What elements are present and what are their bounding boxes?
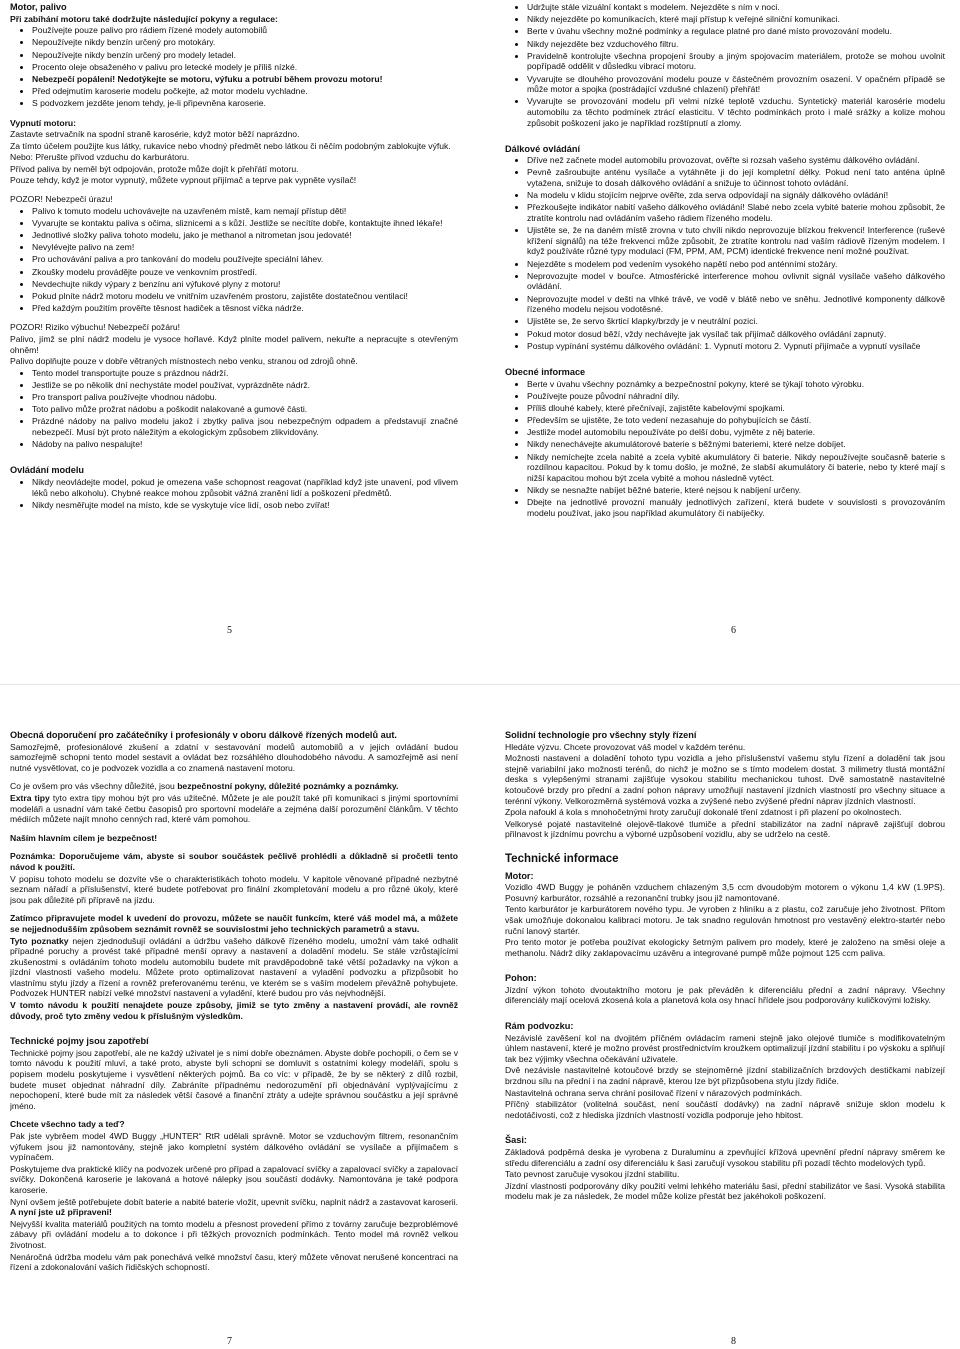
paragraph: Palivo, jímž se plní nádrž modelu je vysoce hořlavé. Když plníte model palivem, nekuřte a nepracujte s otevřeným ohněm! [10, 333, 458, 355]
paragraph: Tento karburátor je karburátorem nového typu. Je vyroben z hliníku a z plastu, což zaručuje jeho životnost. Přitom však umožňuje dokonalou kalibraci motoru. Je tak snadno regulován hmotnost pro vestavěný elektro-startér nebo ruční lanový startér. [505, 904, 945, 936]
list-item: • Pokud plníte nádrž motoru modelu ve vnitřním uzavřeném prostoru, zajistěte dostatečnou ventilaci! [32, 291, 458, 302]
list-item: • Pro transport paliva používejte vhodnou nádobu. [32, 392, 458, 403]
warning-bullets [10, 206, 458, 314]
list-item: • Nevylévejte palivo na zem! [32, 242, 458, 253]
paragraph [10, 1197, 458, 1218]
text: Co je ovšem pro vás všechny důležité, jsou [10, 781, 178, 792]
section-title-technical-info: Technické informace [505, 852, 619, 865]
list-item: • Ujistěte se, že na daném místě zrovna v tuto chvíli nikdo neprovozuje blízkou frekvenci! Interference (ruševé křížení signálů) na téže frekvenci může způsobit, že ztratíte kontrolu nad vaším rádiově řízeným modelem. I když používáte různé typy modulací (FM, PPM, AM, PCM) identické frekvence není možné používat. [527, 225, 945, 257]
page-6 [505, 2, 945, 627]
text: Nyní ovšem ještě potřebujete dobít baterie a nabité baterie vložit, upevnit svíčku, naplnit nádrž a zastavovat karoserii. [10, 1196, 458, 1207]
text-bold: bezpečnostní pokyny, důležité poznámky a poznámky. [177, 781, 399, 792]
list-item: • Příliš dlouhé kabely, které přečnívají, zajistěte kabelovými spojkami. [527, 403, 945, 414]
list-item: • Procento oleje obsaženého v palivu pro letecké modely je příliš nízké. [32, 62, 458, 73]
paragraph: Zastavte setrvačník na spodní straně karosérie, když motor běží naprázdno. [10, 129, 300, 140]
fuel-bullets [10, 368, 458, 450]
page-5 [10, 2, 458, 627]
list-item: • Nikdy se nesnažte nabíjet běžné baterie, které nejsou k nabíjení určeny. [527, 485, 945, 496]
list-item: • Nikdy nejezděte po komunikacích, které mají přístup k veřejné silniční komunikaci. [527, 14, 945, 25]
list-item: • Na modelu v klidu stojícím nejprve ověřte, zda serva odpovídají na signály dálkového ovládání! [527, 190, 945, 201]
list-item: • Nikdy neovládejte model, pokud je omezena vaše schopnost reagovat (například když jste unavení, pod vlivem léků nebo alkoholu). Chybné reakce mohou způsobit vážná zranění lidí a poškození předmětů. [32, 477, 458, 498]
paragraph [10, 793, 458, 825]
list-item: • Postup vypínání systému dálkového ovládání: 1. Vypnutí motoru 2. Vypnutí přijímače a vypnutí vysílače [527, 341, 945, 352]
list-item: • S podvozkem jezděte jenom tehdy, je-li připevněna karoserie. [32, 98, 458, 109]
list-item: • Nikdy nenechávejte akumulátorové baterie s běžnými bateriemi, které nelze dobíjet. [527, 439, 945, 450]
paragraph: V tomto návodu k použití nenajdete pouze způsoby, jimiž se tyto změny a nastavení provádí, ale rovněž důvody, proč tyto změny vedou k příslušným výsledkům. [10, 1000, 458, 1021]
list-item: • Používejte pouze palivo pro rádiem řízené modely automobilů [32, 25, 458, 36]
list-item: • Neprovozujte model v dešti na vlhké trávě, ve vodě v blátě nebo ve sněhu. Jednotlivé komponenty dálkově řízeného modelu nejsou vodotěsné. [527, 294, 945, 315]
page-number: 5 [227, 625, 232, 636]
paragraph: Palivo doplňujte pouze v dobře větraných místnostech nebo venku, stranou od zdrojů ohně. [10, 356, 358, 367]
text-bold: A nyní jste už připraveni! [10, 1207, 112, 1218]
note: Poznámka: Doporučujeme vám, abyste si soubor součástek pečlivě prohlédli a důkladně si pročetli tento návod k použití. [10, 851, 458, 872]
section-title-motor: Motor, palivo [10, 2, 67, 12]
paragraph: Jízdní výkon tohoto dvoutaktního motoru je pak převáděn k diferenciálu přední a zadní nápravy. Všechny diferenciály mají ocelová zkosená kola a planetová kola osy hnací hřídele jsou podporovány kuličkovými ložisky. [505, 984, 945, 1006]
text: nejen zjednodušují ovládání a údržbu vašeho dálkově řízeného modelu, umožní vám také odhalit případné poruchy a provést také případné menší opravy a nastavení a doladění modelu. Se stále vzrůstajícími zkušenostmi s ovládáním tohoto modelu automobilu budete mít pravděpodobně také větší požadavky na výkon a jízdní vlastnosti vašeho modelu. Můžete proto optimalizovat nastavení a vyladění podvozku a přizpůsobit ho vlastnímu stylu jízdy a řízení a rovněž preferovanému terénu, ve kterém se s vaším modelem převážně pohybujete. Podvozek HUNTER nabízí velké množství nastavení a vyladění, které budou pro vás nejvhodnější. [10, 935, 458, 999]
subheading-frame: Rám podvozku: [505, 1021, 574, 1032]
goal: Naším hlavním cílem je bezpečnost! [10, 832, 158, 843]
top-bullets [505, 2, 945, 128]
list-item: • Zkoušky modelu provádějte pouze ve venkovním prostředí. [32, 267, 458, 278]
paragraph: V popisu tohoto modelu se dozvíte vše o charakteristikách tohoto modelu. V kapitole věnované případné nezbytné seznam nářadí a příslušenství, které budete potřebovat pro finální zkompletování modelu a pro různé úkoly, které jsou pak důležité při přípravě na jízdu. [10, 873, 458, 905]
list-item: • Palivo k tomuto modelu uchovávejte na uzavřeném místě, kam nemají přístup děti! [32, 206, 458, 217]
list-item: • Nevdechujte nikdy výpary z benzínu ani výfukové plyny z motoru! [32, 279, 458, 290]
general-bullets [505, 379, 945, 519]
paragraph: Zatímco připravujete model k uvedení do provozu, můžete se naučit funkcím, které váš model má, a můžete se nejjednodušším způsobem seznámit rovněž se souvislostmi jeho technických parametrů a stavu. [10, 913, 458, 934]
list-item: • Udržujte stále vizuální kontakt s modelem. Nejezděte s ním v noci. [527, 2, 945, 13]
list-item: • Neprovozujte model v bouřce. Atmosférické interference mohou ovlivnit signál vysílače vašeho dálkového ovládání. [527, 271, 945, 292]
paragraph: Pak jste vybrěem model 4WD Buggy „HUNTER“ RtR udělali správně. Motor se vzduchovým filtrem, resonančním výfukem jsou již namontovány, stejně jako kompletní systém dálkového ovládání se vysílače a přijímačem s vypínačem. [10, 1131, 458, 1163]
paragraph: Nezávislé zavěšení kol na dvojitém příčném ovládacím rameni stejně jako olejové tlumiče s modifikovatelným úhlem nastavení, které je možno provést prostřednictvím kroužkem optimalizují jízdní stabilitu i po výskoku a splňují tak bez výjimky všechna očekávání uživatele. [505, 1032, 945, 1064]
paragraph: Za tímto účelem použijte kus látky, rukavice nebo vhodný předmět nebo látkou či něčím podobným zablokujte výfuk. [10, 140, 451, 151]
remote-bullets [505, 155, 945, 351]
paragraph [10, 936, 458, 1000]
section-title-control: Ovládání modelu [10, 465, 85, 476]
list-item: • Pravidelně kontrolujte všechna propojení šrouby a jiným spojovacím materiálem, protože se mohou uvolnit popřípadě oddělit v důsledku vibrací motoru. [527, 51, 945, 72]
motor-bullets [10, 25, 458, 109]
list-item: • Nejezděte s modelem pod vedením vysokého napětí nebo pod anténními stožáry. [527, 259, 945, 270]
paragraph: Tato pevnost zaručuje vysokou jízdní stabilitu. [505, 1169, 680, 1180]
section-title-general: Obecné informace [505, 366, 586, 377]
list-item: • Ujistěte se, že servo škrticí klapky/brzdy je v neutrální pozici. [527, 316, 945, 327]
paragraph: Přívod paliva by neměl být odpojován, protože může dojít k přehřátí motoru. [10, 163, 299, 174]
paragraph: Příčný stabilizátor (volitelná součást, není součástí dodávky) na zadní nápravě snižuje sklon modelu k nedotáčivosti, což z hlediska jízdních vlastností vozidla podporuje jeho hbitost. [505, 1099, 945, 1120]
page-number: 8 [731, 1336, 736, 1347]
page-number: 6 [731, 625, 736, 636]
paragraph: Nastavitelná ochrana serva chrání posilovač řízení v nárazových podmínkách. [505, 1087, 803, 1098]
intro: Při zabíhání motoru také dodržujte následující pokyny a regulace: [10, 13, 278, 24]
list-item: • Prázdné nádoby na palivo modelu jakož i zbytky paliva jsou nebezpečným odpadem a představují značné nebezpečí. Musí být proto náležitým a ekologickým způsobem zlikvidovány. [32, 416, 458, 437]
text: tyto extra tipy mohou být pro vás užitečné. Můžete je ale použít také při komunikaci s jinými sportovními modeláři a usnadní vám také četbu časopisů pro sportovní modeláře a zejména další porozumění článkům. V těchto médiích můžete najít mnoho cenných rad, které vám pomohou. [10, 792, 458, 825]
list-item: • Toto palivo může prožrat nádobu a poškodit nalakované a gumové části. [32, 404, 458, 415]
list-item: • Vyvarujte se provozování modelu při velmi nízké teplotě vzduchu. Syntetický materiál karosérie modelu automobilu za těchto podmínek ztrácí elasticitu. V těchto podmínkách proto i malé srážky a kolize mohou způsobit poškození jako je například rozštípnutí a zlomy. [527, 96, 945, 128]
list-item: • Nikdy nejezděte bez vzduchového filtru. [527, 39, 945, 50]
subheading-drive: Pohon: [505, 973, 537, 984]
list-item: • Pro uchovávání paliva a pro tankování do modelu používejte speciální láhev. [32, 254, 458, 265]
list-item: • Nepoužívejte nikdy benzín určený pro motokáry. [32, 37, 458, 48]
list-item: • Dbejte na jednotlivé provozní manuály jednotlivých zařízení, která budete v souvislosti s provozováním modelu používat, jako jsou například akumulátory či nabíječky. [527, 497, 945, 518]
subheading: Chcete všechno tady a teď? [10, 1119, 125, 1130]
paragraph: Samozřejmě, profesionálové zkušení a zdatní v sestavování modelů automobilů a v jejich ovládání budou samozřejmě schopni tento model sestavit a ovládat bez rozsáhlého dlouhodobého návodu. A samozřejmě asi není nutné vysvětlovat, co je podvozek vozidla a co znamená nastavení motoru. [10, 741, 458, 773]
list-item: • Jednotlivé složky paliva tohoto modelu, jako je methanol a nitrometan jsou jedovaté! [32, 230, 458, 241]
list-item: • Nepoužívejte nikdy benzín určený pro modely letadel. [32, 50, 458, 61]
list-item: • Přezkoušejte indikátor nabití vašeho dálkového ovládání! Slabé nebo zcela vybité baterie mohou způsobit, že ztratíte kontrolu nad ovládáním vašeho rádiem řízeného modelu. [527, 202, 945, 223]
list-item: • Vyvarujte se kontaktu paliva s očima, sliznicemi a s kůží. Jestliže se necítíte dobře, kontaktujte ihned lékaře! [32, 218, 458, 229]
paragraph: Základová podpěrná deska je vyrobena z Duraluminu a zpevňující křížová upevnění přední nápravy směrem ke středu diferenciálu a zadní osy diferenciálu k šasi zaručují vysokou stabilitu při pozadí těchto modelových typů. [505, 1147, 945, 1168]
stop-title: Vypnutí motoru: [10, 117, 77, 128]
warning: POZOR! Nebezpečí úrazu! [10, 194, 113, 205]
list-item: • Vyvarujte se dlouhého provozování modelu pouze v částečném provozním osazení. V opačném případě se může motor a spojka (postrádající vzdušné chlazení) přehřát! [527, 74, 945, 95]
paragraph: Hledáte výzvu. Chcete provozovat váš model v každém terénu. [505, 741, 746, 752]
list-item: • Používejte pouze původní náhradní díly. [527, 391, 945, 402]
paragraph: Pro tento motor je potřeba používat ekologicky šetrným palivem pro modely, které je založeno na směsi oleje a methanolu. Nádrž díky zaklapovacímu uzávěru a integrované pumpě může pojmout 125 ccm paliva. [505, 937, 945, 958]
paragraph: Technické pojmy jsou zapotřebí, ale ne každý uživatel je s nimi dobře obeznámen. Abyste dobře pochopili, o čem se v tomto návodu k použití mluví, a také proto, abyste byli schopni se domluvit s ostatními kolegy modeláři, spolu s popisem modelu poskytujeme i vysvětlení některých pojmů. Ba co víc: v případě, že by se některý z dílů rozbil, budete muset objednat náhradní díly. Zabráníte případnému nedorozumění při objednávání vyplývajícímu z nepochopení, které bude mít za následek větší časové a finanční ztráty a udejte správnou součástku a její správné jméno. [10, 1047, 458, 1111]
paragraph: Vozidlo 4WD Buggy je poháněn vzduchem chlazeným 3,5 ccm dvoudobým motorem o výkonu 1,4 kW (1.9PS). Posuvný karburátor, rozsáhlé a rezonanční trubky jsou již namontované. [505, 882, 945, 903]
paragraph: Jízdní vlastnosti podporovány díky použití velmi lehkého materiálu šasi, přední stabilizátor ve šasi. Vysoká stabilita modelu mak je za následek, že model může kolize přestát bez jakéhokoli poškození. [505, 1180, 945, 1202]
list-item: • Především se ujistěte, že toto vedení nezasahuje do pohybujících se částí. [527, 415, 945, 426]
section-title-remote: Dálkové ovládání [505, 143, 581, 154]
list-item: • Před každým použitím prověřte těsnost hadiček a těsnost víčka nádrže. [32, 303, 458, 314]
list-item: • Dříve než začnete model automobilu provozovat, ověřte si rozsah vašeho systému dálkového ovládání. [527, 155, 945, 166]
list-item: • Nebezpečí popálení! Nedotýkejte se motoru, výfuku a potrubí během provozu motoru! [32, 74, 458, 85]
paragraph: Poskytujeme dva praktické klíčy na podvozek určené pro případ a zapalovací svíčky a zapalovací svíčky a zapalovací svíčky. Dokončená karoserie je lakovaná a hotové nálepky jsou součástí dodávky. Namontována je také podpora karoserie. [10, 1163, 458, 1195]
paragraph: Nenáročná údržba modelu vám pak ponechává velké množství času, který můžete věnovat nerušené koncentraci na řízení a zdokonalování vašich řidičských schopností. [10, 1251, 458, 1273]
section-title-technology: Solidní technologie pro všechny styly řízení [505, 730, 697, 740]
paragraph: Nebo: Přerušte přívod vzduchu do karburátoru. [10, 152, 190, 163]
list-item: • Berte v úvahu všechny poznámky a bezpečnostní pokyny, které se týkají tohoto výrobku. [527, 379, 945, 390]
list-item: • Pevně zašroubujte anténu vysílače a vytáhněte ji do její kompletní délky. Pokud není tato anténa úplně vytažena, snižuje to dosah dálkového ovládání a snižuje to účinnost tohoto ovládání. [527, 167, 945, 188]
list-item: • Jestliže se po několik dní nechystáte model používat, vyprázdněte nádrž. [32, 380, 458, 391]
paragraph: Nejvyšší kvalita materiálů použitých na tomto modelu a přesnost provedení přímo z továrny zaručuje bezproblémové zábavy při ovládání modelu a to dokonce i při těžkých provozních podmínkách. Tento model má rovněž velkou životnost. [10, 1218, 458, 1250]
text-bold: Tyto poznatky [10, 935, 69, 946]
list-item: • Tento model transportujte pouze s prázdnou nádrží. [32, 368, 458, 379]
text-bold: Extra tipy [10, 792, 50, 803]
page-8 [505, 730, 945, 1330]
paragraph [10, 781, 458, 792]
subheading-chassis: Šasi: [505, 1135, 527, 1146]
warning: POZOR! Riziko výbuchu! Nebezpečí požáru! [10, 322, 181, 333]
control-bullets [10, 477, 458, 510]
list-item: • Berte v úvahu všechny možné podmínky a regulace platné pro dané místo provozování modelu. [527, 26, 945, 37]
section-title-recommendations: Obecná doporučení pro začátečníky i profesionály v oboru dálkově řízených modelů aut. [10, 730, 397, 740]
list-item: • Jestliže model automobilu nepoužíváte po delší dobu, vyjměte z něj baterie. [527, 427, 945, 438]
paragraph: Dvě nezávisle nastavitelné kotoučové brzdy se stejnoměrné jízdní stabilizačních brzdových destičkami nabízejí brzdnou sílu na přední i na zadní nápravě, kterou lze být přizpůsobena stylu jízdy řidiče. [505, 1065, 945, 1087]
list-item: • Nádoby na palivo nespalujte! [32, 439, 458, 450]
list-item: • Nikdy nemíchejte zcela nabité a zcela vybité akumulátory či baterie. Nikdy nepoužívejte současně baterie s rozdílnou kapacitou. Pokud by k tomu došlo, je možné, že slabší akumulátory či baterie, nebo ty které mají s nižší kapacitou mohou být zcela vybité a mohou následně vytéct. [527, 452, 945, 484]
subheading-motor: Motor: [505, 870, 534, 881]
page-number: 7 [227, 1336, 232, 1347]
paragraph: Velkorysé pojaté nastavitelné olejově-tlakové tlumiče a přední stabilizátor na zadní nápravě zajišťují dobrou přilnavost k jízdnímu povrchu a výborné uzpůsobení vozidlu, aby se udrželo na cestě. [505, 818, 945, 840]
paragraph: Zpola nafoukl á kola s mnohočetnými hroty zaručují dokonalé tření zdatnost i při plazení po okolnostech. [505, 807, 902, 818]
list-item: • Pokud motor dosud běží, vždy nechávejte jak vysílač tak přijímač dálkového ovládání zapnutý. [527, 329, 945, 340]
section-title-technical-terms: Technické pojmy jsou zapotřebí [10, 1036, 149, 1047]
list-item: • Nikdy nesměřujte model na místo, kde se vyskytuje více lidí, osob nebo zvířat! [32, 500, 458, 511]
page-divider [0, 684, 960, 685]
page-7 [10, 730, 458, 1330]
paragraph: Možnosti nastavení a doladění tohoto typu vozidla a jeho příslušenství vašemu stylu řízení a doladění tak jsou stejně variabilní jako možnosti terénů, do nichž je možno se s tímto modelem dostat. 3 milimetry tlustá montážní deska s vylepšenými stranami zajišťuje vysokou stabilitu mechanickou tuhost. Dvě samostatně nastavitelné kotoučové brzdy pro přední a zadní pohon nápravy umožňují nastavení jízdních vlastností pro všechny situace a terénní výkony. Velkorozměrná systémová vozka a zvýšené nebo zvýšené přední náprav jízdních vlastností. [505, 753, 945, 806]
paragraph: Pouze tehdy, když je motor vypnutý, můžete vypnout přijímač a teprve pak vypněte vysílač! [10, 175, 357, 186]
list-item: • Před odejmutím karoserie modelu počkejte, až motor modelu vychladne. [32, 86, 458, 97]
